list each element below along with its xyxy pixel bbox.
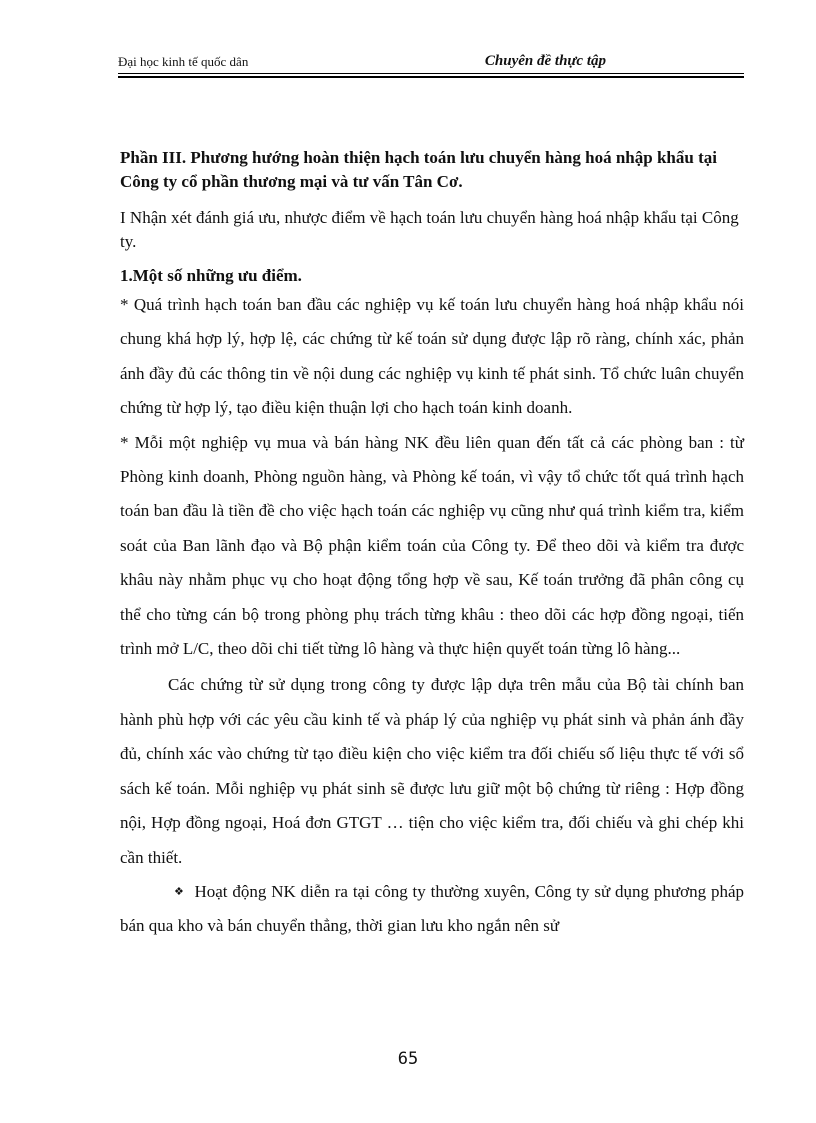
- page-number: 65: [397, 1049, 419, 1069]
- page-content: [120, 146, 744, 944]
- section-title: I Nhận xét đánh giá ưu, nhược điểm về hạch toán lưu chuyển hàng hoá nhập khẩu tại Công ty.: [120, 208, 739, 251]
- paragraph-2: * Mỗi một nghiệp vụ mua và bán hàng NK đều liên quan đến tất cả các phòng ban : từ Phòng kinh doanh, Phòng nguồn hàng, và Phòng kế toán, vì vậy tổ chức tốt quá trình hạch toán ban đầu là tiền đề cho việc hạch toán các nghiệp vụ cũng như quá trình kiểm tra, kiểm soát của Ban lãnh đạo và Bộ phận kiểm toán của Công ty. Để theo dõi và kiểm tra được khâu này nhằm phục vụ cho hoạt động tổng hợp về sau, Kế toán trưởng đã phân công cụ thể cho từng cán bộ trong phòng phụ trách từng khâu : theo dõi các hợp đồng ngoại, tiến trình mở L/C, theo dõi chi tiết từng lô hàng và thực hiện quyết toán từng lô hàng...: [120, 432, 744, 659]
- paragraph-3: Các chứng từ sử dụng trong công ty được lập dựa trên mẫu của Bộ tài chính ban hành phù hợp với các yêu cầu kinh tế và pháp lý của nghiệp vụ phát sinh và phản ánh đầy đủ, chính xác vào chứng từ tạo điều kiện cho việc kiểm tra đối chiếu số liệu thực tế với sổ sách kế toán. Mỗi nghiệp vụ phát sinh sẽ được lưu giữ một bộ chứng từ riêng : Hợp đồng nội, Hợp đồng ngoại, Hoá đơn GTGT … tiện cho việc kiểm tra, đối chiếu và ghi chép khi cần thiết.: [120, 675, 744, 867]
- diamond-bullet-icon: ❖: [174, 885, 185, 898]
- paragraph-1: * Quá trình hạch toán ban đầu các nghiệp vụ kế toán lưu chuyển hàng hoá nhập khẩu nói chung khá hợp lý, hợp lệ, các chứng từ kế toán sử dụng được lập rõ ràng, chính xác, phản ánh đầy đủ các thông tin về nội dung các nghiệp vụ kinh tế phát sinh. Tổ chức luân chuyển chứng từ hợp lý, tạo điều kiện thuận lợi cho hạch toán kinh doanh.: [120, 295, 744, 418]
- header-rule-thick: [118, 76, 744, 78]
- page-header: [118, 54, 744, 74]
- subsection-title: 1.Một số những ưu điểm.: [120, 266, 302, 285]
- header-university: Đại học kinh tế quốc dân: [118, 54, 249, 69]
- paragraph-4-text: Hoạt động NK diễn ra tại công ty thường xuyên, Công ty sử dụng phương pháp bán qua kho và bán chuyển thẳng, thời gian lưu kho ngắn nên sử: [120, 881, 744, 936]
- paragraph-4: [120, 875, 744, 944]
- header-report-title: Chuyên đề thực tập: [484, 53, 606, 69]
- header-rule-thin: [118, 73, 744, 74]
- chapter-heading: Phần III. Phương hướng hoàn thiện hạch toán lưu chuyển hàng hoá nhập khẩu tại Công ty cổ phần thương mại và tư vấn Tân Cơ.: [120, 148, 717, 191]
